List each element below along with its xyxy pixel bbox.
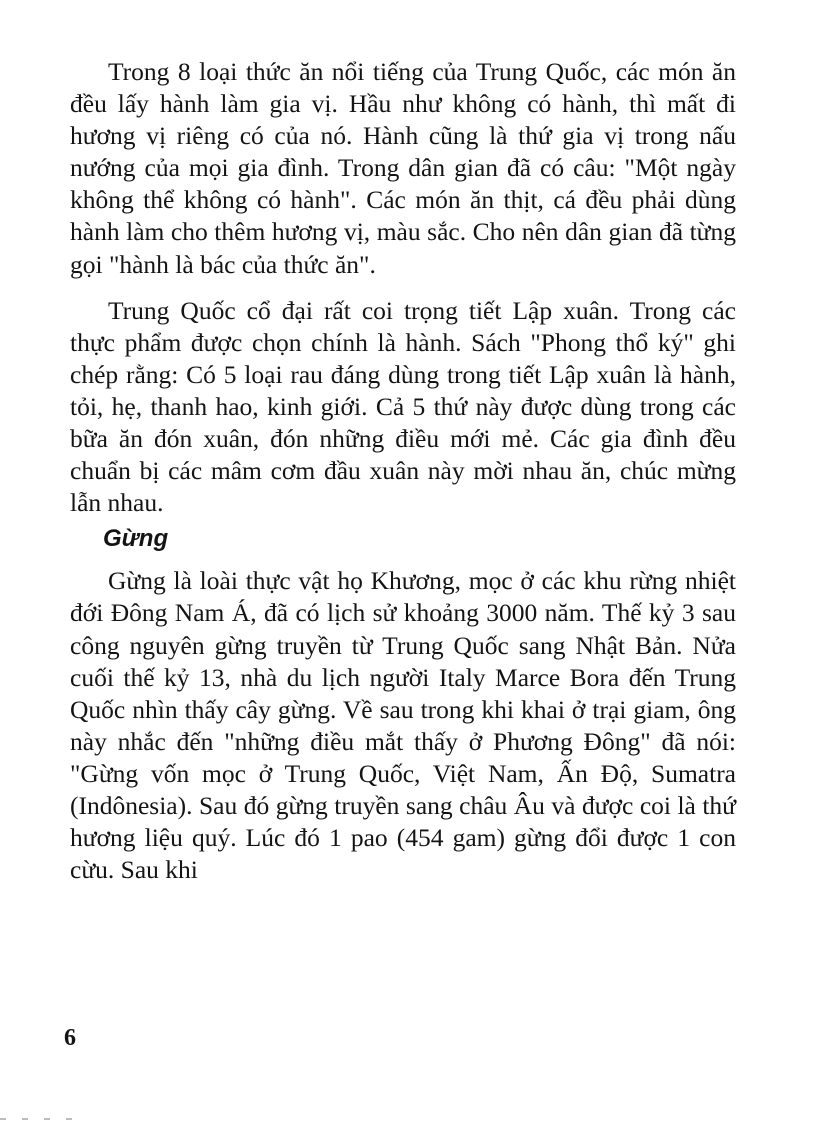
section-heading-gung: Gừng bbox=[103, 525, 169, 553]
paragraph-lap-xuan: Trung Quốc cổ đại rất coi trọng tiết Lập xuân. Trong các thực phẩm được chọn chính là hành. Sách "Phong thổ ký" ghi chép rằng: Có 5 loại rau đáng dùng trong tiết Lập xuân là hành, tỏi, hẹ, thanh hao, kinh giới. Cả 5 thứ này được dùng trong các bữa ăn đón xuân, đón những điều mới mẻ. Các gia đình đều chuẩn bị các mâm cơm đầu xuân này mời nhau ăn, chúc mừng lẫn nhau. bbox=[70, 295, 736, 518]
page-number: 6 bbox=[64, 1025, 76, 1051]
paragraph-onion-dishes: Trong 8 loại thức ăn nổi tiếng của Trung Quốc, các món ăn đều lấy hành làm gia vị. Hầu như không có hành, thì mất đi hương vị riêng có của nó. Hành cũng là thứ gia vị trong nấu nướng của mọi gia đình. Trong dân gian đã có câu: "Một ngày không thể không có hành". Các món ăn thịt, cá đều phải dùng hành làm cho thêm hương vị, màu sắc. Cho nên dân gian đã từng gọi "hành là bác của thức ăn". bbox=[70, 57, 736, 279]
page-text-block bbox=[70, 56, 736, 886]
scan-edge-mark bbox=[0, 1118, 80, 1120]
paragraph-ginger-history: Gừng là loài thực vật họ Khương, mọc ở các khu rừng nhiệt đới Đông Nam Á, đã có lịch sử khoảng 3000 năm. Thế kỷ 3 sau công nguyên gừng truyền từ Trung Quốc sang Nhật Bản. Nửa cuối thế kỷ 13, nhà du lịch người Italy Marce Bora đến Trung Quốc nhìn thấy cây gừng. Về sau trong khi khai ở trại giam, ông này nhắc đến "những điều mắt thấy ở Phương Đông" đã nói: "Gừng vốn mọc ở Trung Quốc, Việt Nam, Ấn Độ, Sumatra (Indônesia). Sau đó gừng truyền sang châu Âu và được coi là thứ hương liệu quý. Lúc đó 1 pao (454 gam) gừng đổi được 1 con cừu. Sau khi bbox=[70, 566, 736, 885]
